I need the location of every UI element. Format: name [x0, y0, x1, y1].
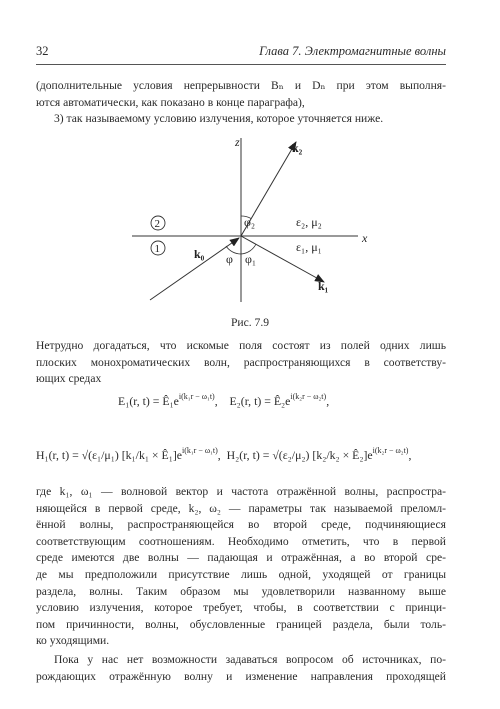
paragraph-1: [36, 338, 446, 388]
text-line: Пока у нас нет возможности задаваться вопросом об источниках, по-: [54, 653, 446, 666]
paragraph-2: [36, 484, 446, 650]
header-rule: [36, 64, 446, 65]
figure-caption: Рис. 7.9: [230, 316, 270, 329]
equation-h1: H₁(r, t) = √(ε₁/μ₁) [k₁/k₁ × Ê₁]e: [36, 448, 182, 462]
text-line: соответствующим соотношениям. Необходимо отметить, что в первой: [36, 534, 446, 548]
medium-2-label: 2: [154, 218, 160, 230]
x-axis-label: x: [362, 231, 368, 245]
equation-e1: E₁(r, t) = Ê₁e: [118, 394, 179, 408]
equation-h1-exponent: i(k₁r − ω₁t): [182, 446, 218, 455]
equation-h2: H₂(r, t) = √(ε₂/μ₂) [k₂/k₂ × Ê₂]e: [226, 448, 373, 462]
text-line: Нетрудно догадаться, что искомые поля состоят из полей одних лишь: [36, 339, 446, 352]
text-line: ённой волны, распространяющейся во второй среде, подчиняющиеся: [36, 518, 446, 532]
medium-1-label: 1: [154, 243, 160, 255]
chapter-title: Глава 7. Электромагнитные волны: [259, 44, 446, 58]
text-line: ются автоматически, как показано в конце параграфа),: [36, 95, 305, 109]
paragraph-3: [36, 652, 446, 685]
text-line: (дополнительные условия непрерывности Bₙ и Dₙ при этом выполня-: [36, 79, 446, 92]
text-line: 3) так называемому условию излучения, которое уточняется ниже.: [54, 112, 384, 126]
text-line: няющейся в первой среде, k₂, ω₂ — параметры так называемой преломл-: [36, 501, 446, 515]
text-line: где k₁, ω₁ — волновой вектор и частота отражённой волны, распростра-: [36, 485, 446, 498]
phi2-label: φ₂: [244, 215, 256, 229]
equation-h: H₁(r, t) = √(ε₁/μ₁) $[k_1/k_1 \times Ê_1]e^{i(k_1r - \omega_1t)}$, H₂(r, t) = √(ε₂/μ₂) $[k_2/k_2 \times Ê_2]e^{i(k_2r - \omega_2t)}$,: [36, 446, 412, 462]
k0-label: k₀: [194, 247, 205, 261]
text-line: ющих средах: [36, 372, 102, 386]
phi1-label: φ₁: [245, 252, 257, 266]
equation-e2: E₂(r, t) = Ê₂e: [229, 394, 291, 408]
page-header: [36, 44, 446, 60]
text-line: пом причинности, волны, обусловленные границей раздела, были толь-: [36, 617, 446, 631]
k2-label: k₂: [292, 141, 303, 155]
equation-h2-exponent: i(k₂r − ω₂t): [372, 446, 409, 455]
k1-label: k₁: [318, 279, 329, 293]
figure-7-9: [96, 130, 396, 310]
text-line: условию излучения, которое требует, чтобы, в соответствии с принци-: [36, 601, 446, 615]
equation-e2-exponent: i(k₂r − ω₂t): [290, 392, 327, 401]
equation-e1-exponent: i(k₁r − ω₁t): [178, 392, 215, 401]
phi-label: φ: [226, 252, 233, 266]
medium-2-params: ε₂, μ₂: [296, 215, 322, 229]
intro-paragraph: [36, 78, 446, 128]
text-line: де мы предположили присутствие лишь одной, уходящей от границы: [36, 567, 446, 581]
text-line: плоских монохроматических волн, распространяющихся в соответству-: [36, 355, 446, 369]
text-line: среде имеются две волны — падающая и отражённая, а во второй сре-: [36, 551, 446, 565]
equation-e: E₁(r, $t) = Ê_1e^{i(k_1r - \omega_1t)}$, E₂(r, $t) = Ê_2e^{i(k_2r - \omega_2t)}$,: [118, 392, 330, 408]
text-line: ко уходящими.: [36, 634, 110, 648]
text-line: раздела, волны. Таким образом мы удовлетворили названному выше: [36, 584, 446, 598]
medium-1-params: ε₁, μ₁: [296, 240, 322, 254]
z-axis-label: z: [235, 135, 240, 149]
page-number: 32: [36, 44, 49, 58]
text-line: рождающих отражённую волну и изменение направления проходящей: [36, 669, 446, 683]
